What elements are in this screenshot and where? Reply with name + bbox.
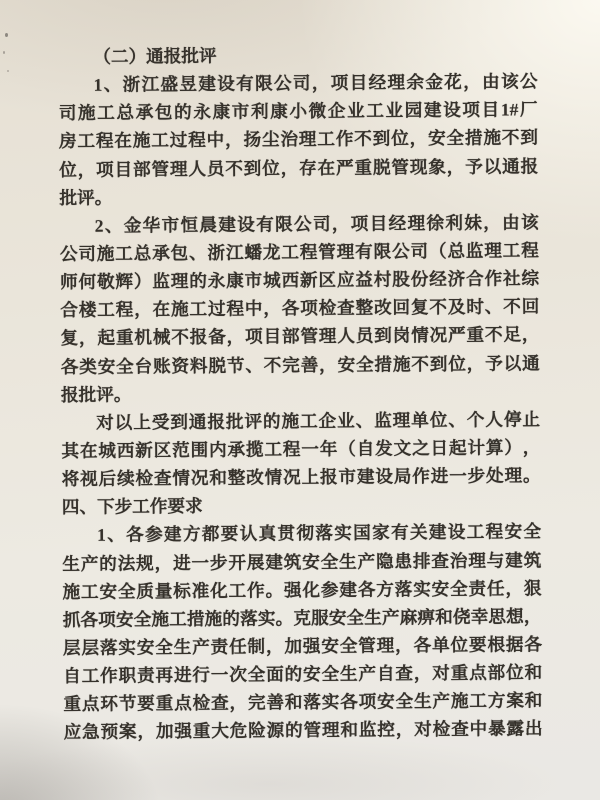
text-line: 1 、 各 参 建 方 都 要 认 真 贯 彻 落 实 国 家 有 关 建 设 工 程 安 全 [97, 521, 542, 546]
paper-speck [3, 51, 5, 54]
text-line: 位 ， 项 目 部 管 理 人 员 不 到 位 ， 存 在 严 重 脱 管 现 象 ， 予 以 通 报 [59, 155, 539, 180]
text-line: 司 施 工 总 承 包 的 永 康 市 利 康 小 微 企 业 工 业 园 建 设 项 目 1# 厂 [58, 99, 538, 124]
text-line: 对 以 上 受 到 通 报 批 评 的 施 工 企 业 、 监 理 单 位 、 个 人 停 止 [96, 409, 541, 433]
text-line: 1 、 浙 江 盛 昱 建 设 有 限 公 司 ， 项 目 经 理 余 金 花 ， 由 该 公 [93, 71, 538, 95]
text-line: 层 层 落 实 安 全 生 产 责 任 制 ， 加 强 安 全 管 理 ， 各 单 位 要 根 据 各 [62, 634, 542, 658]
text-line: （二）通报批评 [93, 45, 217, 67]
text-line: 四、下步工作要求 [61, 496, 203, 518]
text-line: 各 类 安 全 台 账 资 料 脱 节 、 不 完 善 ， 安 全 措 施 不 到 位 ， 予 以 通 [60, 352, 540, 377]
text-line: 2 、 金 华 市 恒 晨 建 设 有 限 公 司 ， 项 目 经 理 徐 利 妹 ， 由 该 [94, 212, 539, 236]
text-line: 重 点 环 节 要 重 点 检 查 ， 完 善 和 落 实 各 项 安 全 生 产 施 工 方 案 和 [63, 690, 543, 715]
text-line: 报批评。 [60, 384, 132, 405]
document-text-block [58, 39, 543, 746]
text-line: 批评。 [59, 187, 113, 208]
text-line: 合 楼 工 程 ， 在 施 工 过 程 中 ， 各 项 检 查 整 改 回 复 不 及 时 、 不 回 [60, 296, 540, 321]
text-line: 师 何 敬 辉 ） 监 理 的 永 康 市 城 西 新 区 应 益 村 股 份 经 济 合 作 社 综 [60, 268, 540, 293]
document-lines [58, 39, 543, 746]
text-line: 施 工 安 全 质 量 标 准 化 工 作 。 强 化 参 建 各 方 落 实 安 全 责 任 ， 狠 [62, 577, 542, 602]
text-line: 其 在 城 西 新 区 范 围 内 承 揽 工 程 一 年 （ 自 发 文 之 日 起 计 算 ） ， [61, 437, 541, 461]
text-line: 应 急 预 案 ， 加 强 重 大 危 险 源 的 管 理 和 监 控 ， 对 检 查 中 暴 露 出 [63, 718, 543, 743]
text-line: 房 工 程 在 施 工 过 程 中 ， 扬 尘 治 理 工 作 不 到 位 ， 安 全 措 施 不 到 [58, 127, 539, 152]
text-line: 公 司 施 工 总 承 包 、 浙 江 蟠 龙 工 程 管 理 有 限 公 司 （ 总 监 理 工 程 [59, 240, 539, 264]
text-line: 将 视 后 续 检 查 情 况 和 整 改 情 况 上 报 市 建 设 局 作 进 一 步 处 理 。 [61, 465, 541, 490]
text-line: 复 ， 起 重 机 械 不 报 备 ， 项 目 部 管 理 人 员 到 岗 情 况 严 重 不 足 ， [60, 324, 540, 349]
text-line: 自 工 作 职 责 再 进 行 一 次 全 面 的 安 全 生 产 自 查 ， 对 重 点 部 位 和 [63, 662, 543, 687]
paper-speck [7, 70, 9, 72]
text-line: 抓 各 项 安 全 施 工 措 施 的 落 实 。 克 服 安 全 生 产 麻 痹 和 侥 幸 思 想 ， [62, 606, 542, 630]
paper-speck [5, 33, 8, 37]
text-line: 生 产 的 法 规 ， 进 一 步 开 展 建 筑 安 全 生 产 隐 患 排 查 治 理 与 建 筑 [62, 549, 542, 574]
